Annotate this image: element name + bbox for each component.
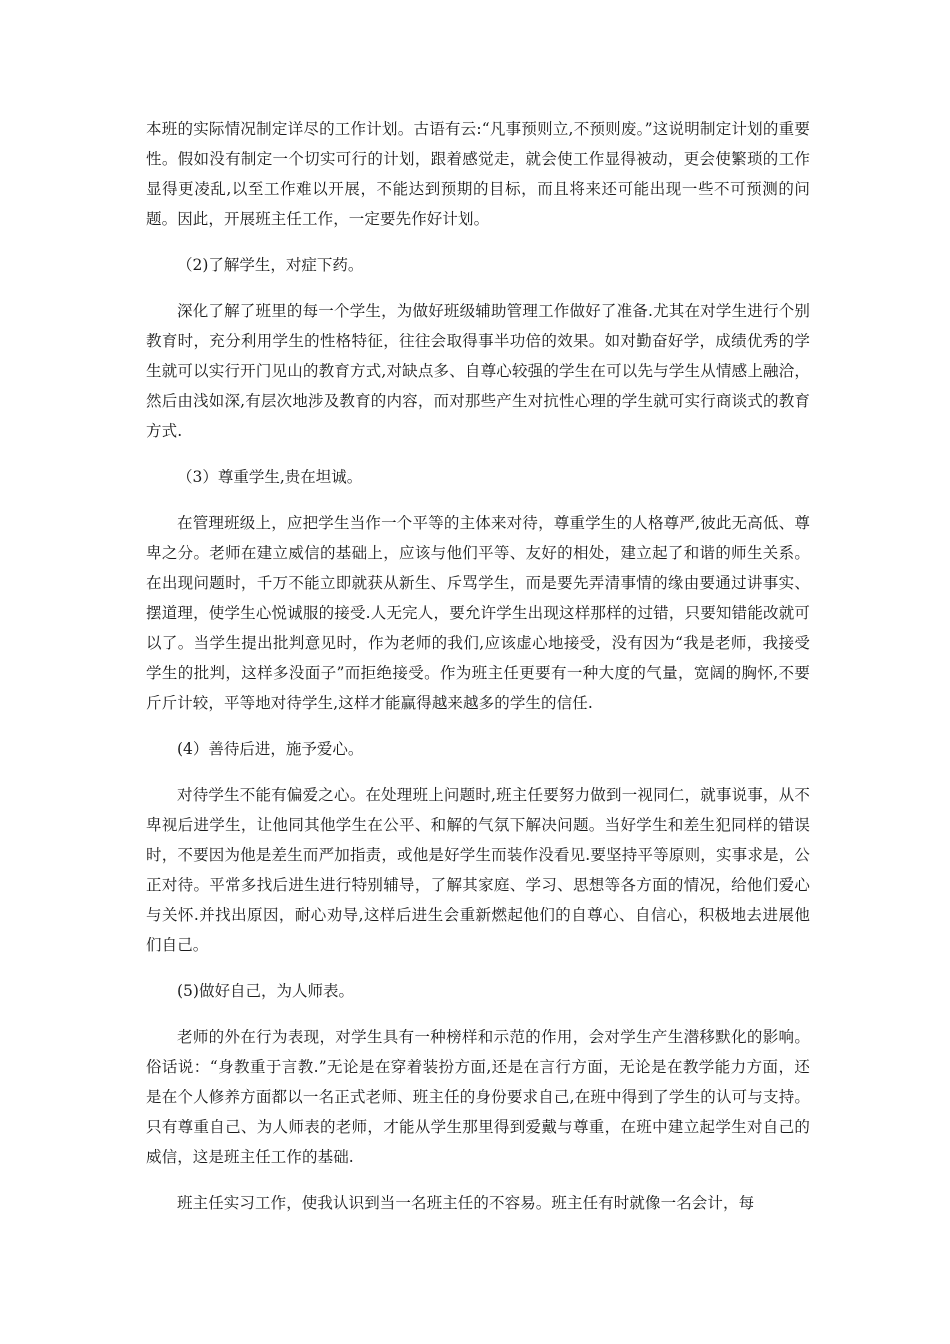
paragraph-understand-students: 深化了解了班里的每一个学生，为做好班级辅助管理工作做好了准备.尤其在对学生进行个别教育时，充分利用学生的性格特征，往往会取得事半功倍的效果。如对勤奋好学，成绩优秀的学生就可以实行开门见山的教育方式,对缺点多、自尊心较强的学生在可以先与学生从情感上融洽，然后由浅如深,有层次地涉及教育的内容，而对那些产生对抗性心理的学生就可实行商谈式的教育方式.	[146, 302, 810, 440]
heading-respect-students: （3）尊重学生,贵在坦诚。	[177, 468, 363, 486]
paragraph-plan: 本班的实际情况制定详尽的工作计划。古语有云:“凡事预则立,不预则废。”这说明制定计划的重要性。假如没有制定一个切实可行的计划，跟着感觉走，就会使工作显得被动，更会使繁琐的工作显得更凌乱,以至工作难以开展，不能达到预期的目标，而且将来还可能出现一些不可预测的问题。因此，开展班主任工作，一定要先作好计划。	[146, 120, 810, 228]
heading-role-model: (5)做好自己，为人师表。	[177, 982, 354, 1000]
paragraph-respect-students: 在管理班级上，应把学生当作一个平等的主体来对待，尊重学生的人格尊严,彼此无高低、尊卑之分。老师在建立威信的基础上，应该与他们平等、友好的相处，建立起了和谐的师生关系。在出现问题时，千万不能立即就获从新生、斥骂学生，而是要先弄清事情的缘由要通过讲事实、摆道理，使学生心悦诚服的接受.人无完人，要允许学生出现这样那样的过错，只要知错能改就可以了。当学生提出批判意见时，作为老师的我们,应该虚心地接受，没有因为“我是老师，我接受学生的批判，这样多没面子”而拒绝接受。作为班主任更要有一种大度的气量，宽阔的胸怀,不要斤斤计较，平等地对待学生,这样才能赢得越来越多的学生的信任.	[146, 514, 810, 712]
heading-care-underachievers: (4）善待后进，施予爱心。	[177, 740, 364, 758]
paragraph-internship-summary: 班主任实习工作，使我认识到当一名班主任的不容易。班主任有时就像一名会计，每	[177, 1194, 755, 1212]
paragraph-role-model: 老师的外在行为表现，对学生具有一种榜样和示范的作用，会对学生产生潜移默化的影响。俗话说：“身教重于言教.”无论是在穿着装扮方面,还是在言行方面，无论是在教学能力方面，还是在个人修养方面都以一名正式老师、班主任的身份要求自己,在班中得到了学生的认可与支持。只有尊重自己、为人师表的老师，才能从学生那里得到爱戴与尊重，在班中建立起学生对自己的威信，这是班主任工作的基础.	[146, 1028, 810, 1166]
heading-understand-students: （2)了解学生，对症下药。	[177, 256, 364, 274]
document-body	[146, 114, 810, 1234]
paragraph-care-underachievers: 对待学生不能有偏爱之心。在处理班上问题时,班主任要努力做到一视同仁，就事说事，从不卑视后进学生，让他同其他学生在公平、和解的气氛下解决问题。当好学生和差生犯同样的错误时，不要因为他是差生而严加指责，或他是好学生而装作没看见.要坚持平等原则，实事求是，公正对待。平常多找后进生进行特别辅导，了解其家庭、学习、思想等各方面的情况，给他们爱心与关怀.并找出原因，耐心劝导,这样后进生会重新燃起他们的自尊心、自信心，积极地去进展他们自己。	[146, 786, 810, 954]
